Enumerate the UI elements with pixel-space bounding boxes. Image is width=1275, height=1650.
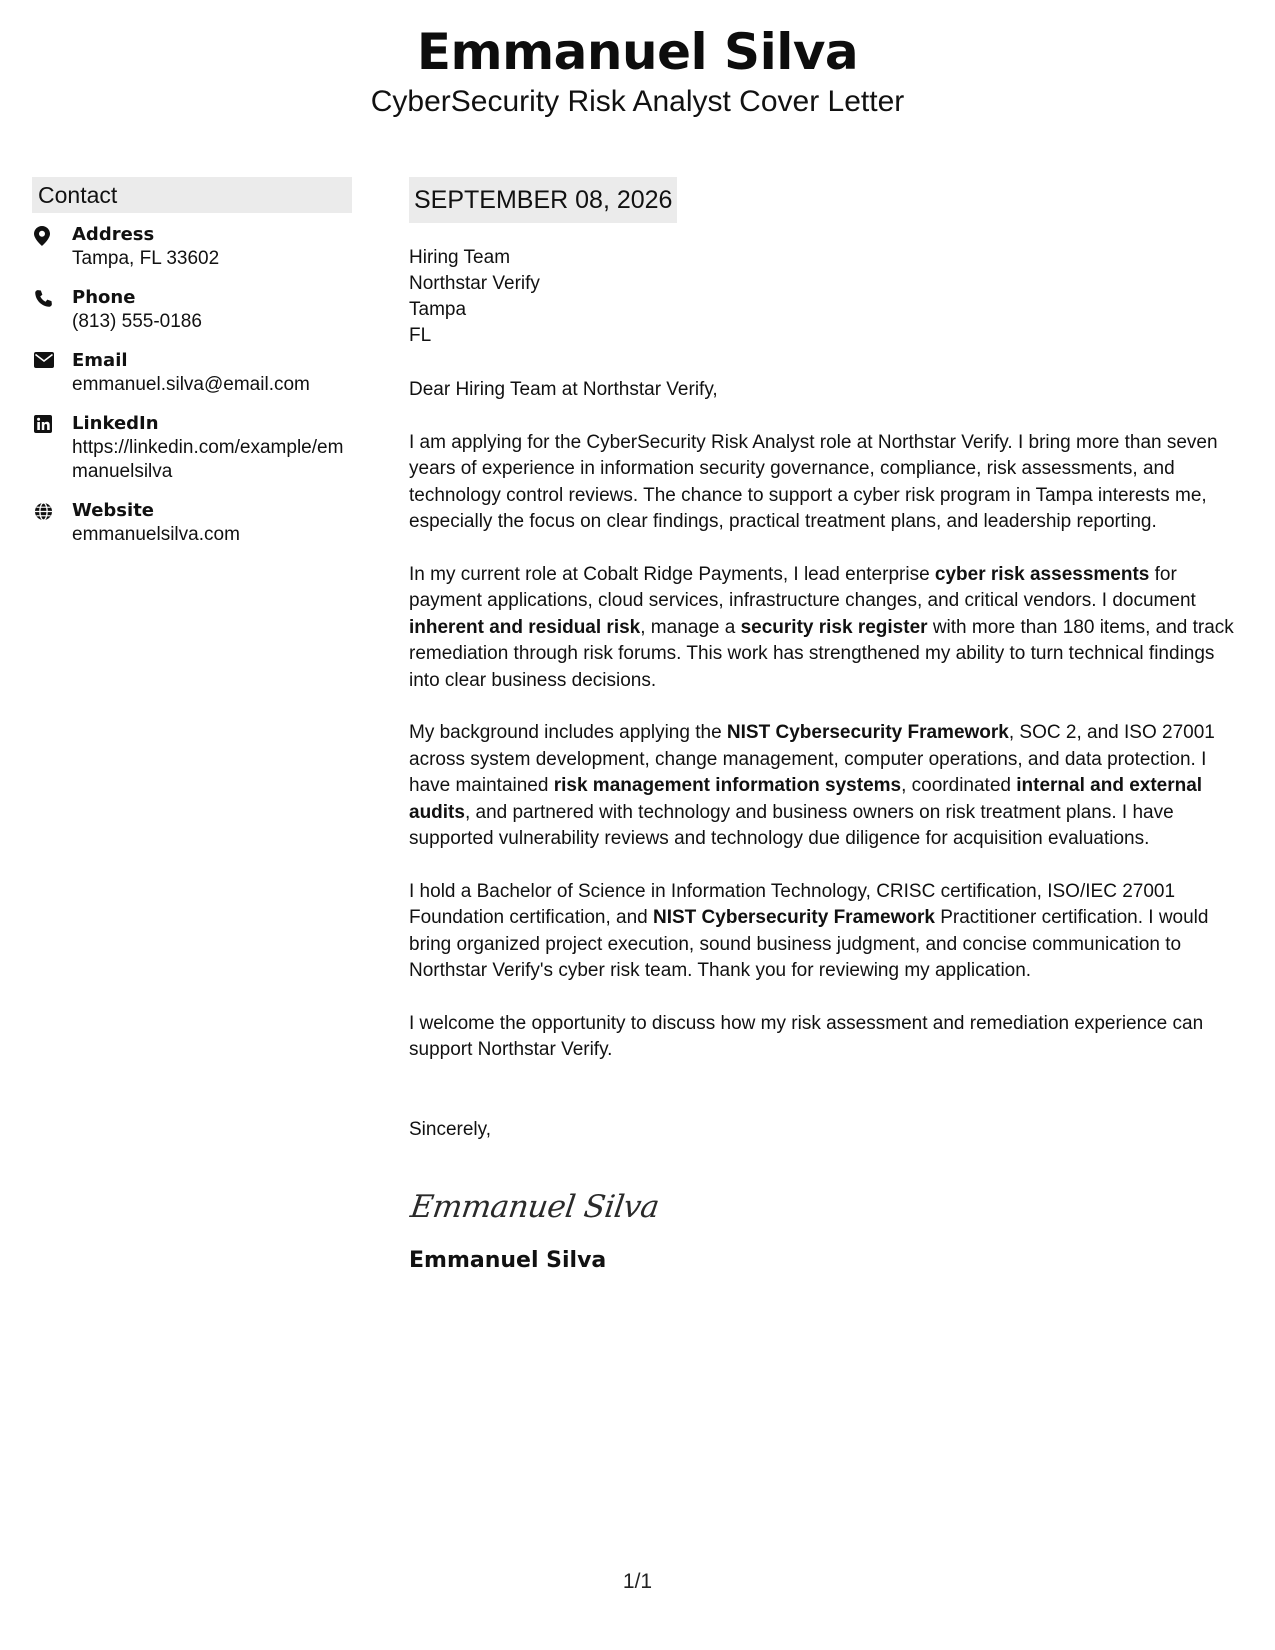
emphasized-phrase: NIST Cybersecurity Framework — [653, 907, 935, 928]
recipient-line: Tampa — [409, 299, 467, 320]
document-title: CyberSecurity Risk Analyst Cover Letter — [370, 85, 905, 118]
envelope-icon — [32, 349, 72, 368]
contact-label: Website — [72, 500, 155, 521]
recipient-line: Hiring Team — [409, 247, 511, 268]
phone-icon — [32, 286, 72, 308]
letter-paragraph — [409, 430, 1249, 536]
paragraph-text: Practitioner certification. I would bring organized project execution, sound business judgment, and concise communication to Northstar Verify's cyber risk team. Thank you for reviewing my application. — [409, 907, 1209, 981]
emphasized-phrase: NIST Cybersecurity Framework — [726, 722, 1009, 743]
paragraph-text: with more than 180 items, and track remediation through risk forums. This work has strengthened my ability to turn technical findings into clear business decisions. — [409, 616, 1234, 691]
contact-list — [32, 223, 352, 547]
salutation: Dear Hiring Team at Northstar Verify, — [409, 379, 718, 400]
website-value: emmanuelsilva.com — [72, 524, 240, 545]
contact-item-email — [32, 349, 352, 397]
paragraph-text: , SOC 2, and ISO 27001 across system development, change management, computer operations, and data protection. I have maintained — [409, 722, 1215, 796]
page-number: 1/1 — [622, 1570, 653, 1593]
applicant-name: Emmanuel Silva — [416, 23, 859, 81]
globe-icon — [32, 499, 72, 521]
recipient-line: FL — [409, 325, 432, 346]
letter-header — [0, 22, 1275, 120]
paragraph-text: , coordinated — [901, 775, 1017, 796]
contact-label: Phone — [72, 287, 136, 308]
paragraph-text: , and partnered with technology and business owners on risk treatment plans. I have supported vulnerability reviews and technology due diligence for acquisition evaluations. — [409, 801, 1174, 849]
letter-body — [409, 177, 1249, 1275]
contact-sidebar — [32, 177, 352, 562]
contact-item-linkedin — [32, 412, 352, 484]
contact-label: Email — [72, 350, 128, 371]
letter-paragraph — [409, 1011, 1249, 1064]
phone-value: (813) 555-0186 — [72, 311, 202, 332]
contact-item-phone — [32, 286, 352, 334]
linkedin-value: https://linkedin.com/example/emmanuelsilva — [72, 437, 344, 482]
letter-paragraph — [409, 562, 1249, 695]
contact-item-website — [32, 499, 352, 547]
contact-heading: Contact — [32, 177, 352, 213]
paragraph-text: for payment applications, cloud services, infrastructure changes, and critical vendors. I document — [409, 563, 1196, 611]
emphasized-phrase: cyber risk assessments — [934, 563, 1150, 585]
paragraph-text: I hold a Bachelor of Science in Information Technology, CRISC certification, ISO/IEC 27001 Foundation certification, and — [409, 880, 1176, 928]
emphasized-phrase: internal and external audits — [409, 775, 1203, 823]
emphasized-phrase: inherent and residual risk — [409, 616, 641, 638]
letter-paragraphs — [409, 430, 1249, 1064]
signature-text: Emmanuel Silva — [409, 1188, 659, 1225]
paragraph-text: I welcome the opportunity to discuss how my risk assessment and remediation experience can support Northstar Verify. — [409, 1012, 1204, 1060]
closing: Sincerely, — [409, 1118, 492, 1140]
recipient-block — [409, 245, 1249, 349]
paragraph-text: In my current role at Cobalt Ridge Payments, I lead enterprise — [409, 563, 935, 585]
paragraph-text: , manage a — [640, 616, 741, 638]
email-value: emmanuel.silva@email.com — [72, 374, 310, 395]
map-pin-icon — [32, 223, 72, 246]
signed-name: Emmanuel Silva — [409, 1247, 607, 1273]
handwritten-signature — [409, 1177, 659, 1233]
signature — [409, 1177, 1249, 1233]
emphasized-phrase: risk management information systems — [553, 775, 902, 796]
paragraph-text: My background includes applying the — [409, 722, 727, 743]
recipient-line: Northstar Verify — [409, 273, 540, 294]
letter-date: SEPTEMBER 08, 2026 — [409, 177, 677, 223]
contact-item-address — [32, 223, 352, 271]
letter-paragraph — [409, 720, 1249, 853]
contact-label: Address — [72, 224, 155, 245]
contact-label: LinkedIn — [72, 413, 159, 434]
paragraph-text: I am applying for the CyberSecurity Risk Analyst role at Northstar Verify. I bring more than seven years of experience in information security governance, compliance, risk assessments, and technology control reviews. The chance to support a cyber risk program in Tampa interests me, especially the focus on clear findings, practical treatment plans, and leadership reporting. — [409, 431, 1218, 532]
address-value: Tampa, FL 33602 — [72, 248, 220, 269]
emphasized-phrase: security risk register — [740, 616, 928, 638]
linkedin-icon — [32, 412, 72, 433]
letter-paragraph — [409, 879, 1249, 985]
